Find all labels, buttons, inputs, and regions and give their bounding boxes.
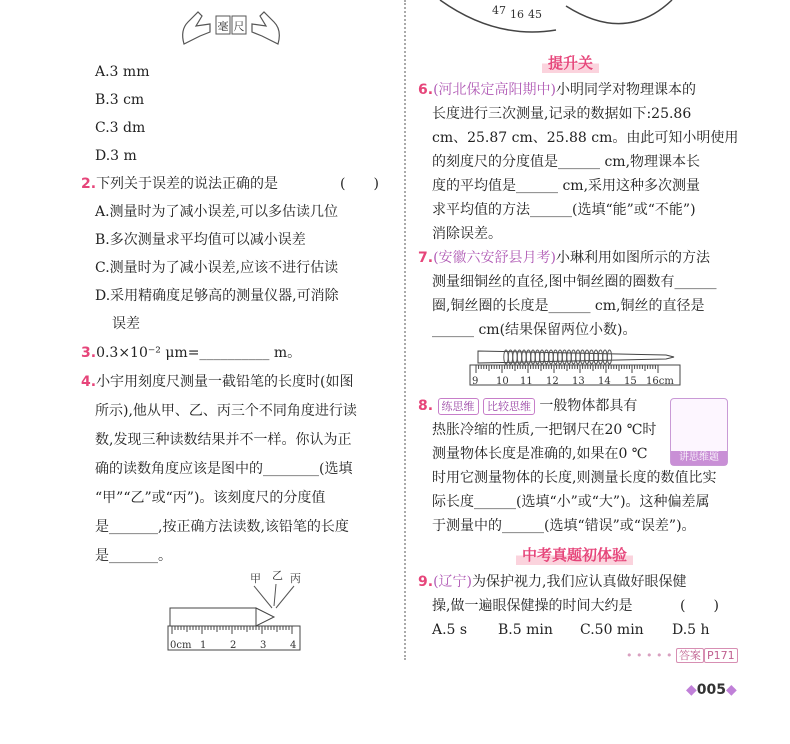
question-number: 9. <box>418 574 434 590</box>
q7-line: ______ cm(结果保留两位小数)。 <box>432 322 637 338</box>
question-number: 4. <box>81 374 97 390</box>
video-explain-box[interactable] <box>670 398 728 466</box>
pencil-ruler-figure <box>164 568 314 656</box>
q8-line: 热胀冷缩的性质,一把钢尺在20 ℃时 <box>432 422 657 438</box>
hands-ruler-figure <box>176 4 286 50</box>
q9-option-d: D.5 h <box>672 622 710 638</box>
q4-line: 数,发现三种读数结果并不一样。你认为正 <box>95 432 352 448</box>
q4-line: 是_______。 <box>95 548 172 564</box>
q9-option-b: B.5 min <box>498 622 553 638</box>
answer-reference[interactable]: • • • • • 答案 P171 <box>626 647 738 663</box>
ruler-label: 15 <box>624 376 637 387</box>
q7-text: 小琳利用如图所示的方法 <box>556 250 710 266</box>
q2-option-d: D.采用精确度足够高的测量仪器,可消除 <box>95 288 339 304</box>
q8-line: 时用它测量物体的长度,则测量长度的数值比实 <box>432 470 717 486</box>
figure-label: 尺 <box>233 20 245 33</box>
figure-label: 毫 <box>217 20 229 33</box>
q9-text: 为保护视力,我们应认真做好眼保健 <box>472 574 687 590</box>
ruler-label: 16cm <box>646 376 674 387</box>
answer-page: P171 <box>704 648 738 663</box>
page-number-text: 005 <box>696 682 727 698</box>
q4-line: 确的读数角度应该是图中的________(选填 <box>95 461 353 477</box>
q8-line: 测量物体长度是准确的,如果在0 ℃ <box>432 446 648 462</box>
q3-text: 0.3×10⁻² μm=__________ m。 <box>96 345 302 361</box>
angle-label-jia: 甲 <box>250 572 261 585</box>
q4-line: “甲”“乙”或“丙”)。该刻度尺的分度值 <box>95 490 326 506</box>
q4-line <box>81 372 354 392</box>
q1-option-d: D.3 m <box>95 148 137 164</box>
q6-line: 长度进行三次测量,记录的数据如下:25.86 <box>432 106 692 122</box>
question-number: 2. <box>81 176 97 192</box>
ruler-label: 9 <box>472 376 479 387</box>
q9-option-a: A.5 s <box>432 622 468 638</box>
q3 <box>81 343 301 363</box>
q2-option-b: B.多次测量求平均值可以减小误差 <box>95 232 306 248</box>
q7-source: (安徽六安舒县月考) <box>433 250 556 266</box>
q9-option-c: C.50 min <box>580 622 644 638</box>
answer-label: 答案 <box>676 648 704 663</box>
tag-lian-siwei: 练思维 <box>438 398 479 415</box>
q2-text: 下列关于误差的说法正确的是 <box>96 176 279 192</box>
q9-source: (辽宁) <box>433 574 472 590</box>
page-number: ◆005◆ <box>686 682 737 698</box>
q6-text: 小明同学对物理课本的 <box>556 82 696 98</box>
dial-figure <box>436 0 676 38</box>
ruler-label: 1 <box>200 640 207 651</box>
q8-line: 于测量中的______(选填“错误”或“误差”)。 <box>432 518 696 534</box>
q2-stem <box>81 174 278 194</box>
angle-label-yi: 乙 <box>272 569 283 582</box>
question-number: 8. <box>418 398 434 414</box>
q7-line: 圈,铜丝圈的长度是______ cm,铜丝的直径是 <box>432 298 705 314</box>
q6-source: (河北保定高阳期中) <box>433 82 556 98</box>
q6-line <box>418 80 696 100</box>
q6-line: cm、25.87 cm、25.88 cm。由此可知小明使用 <box>432 130 739 146</box>
tag-bijiao-siwei: 比较思维 <box>483 398 535 415</box>
dial-number: 16 <box>510 8 524 21</box>
ruler-label: 12 <box>546 376 559 387</box>
q2-option-d-cont: 误差 <box>112 316 140 332</box>
video-explain-label: 讲思维题 <box>671 451 727 465</box>
q9-answer-paren: ( ) <box>680 598 719 614</box>
q8-line: 际长度______(选填“小”或“大”)。这种偏差属 <box>432 494 710 510</box>
ruler-label: 3 <box>260 640 267 651</box>
dial-number: 47 <box>492 4 506 17</box>
ruler-label: 14 <box>598 376 611 387</box>
ruler-label: 11 <box>520 376 533 387</box>
q6-line: 求平均值的方法______(选填“能”或“不能”) <box>432 202 696 218</box>
q6-line: 的刻度尺的分度值是______ cm,物理课本长 <box>432 154 701 170</box>
q6-line: 度的平均值是______ cm,采用这种多次测量 <box>432 178 701 194</box>
section-heading-tisheng: 提升关 <box>542 52 599 73</box>
q1-option-b: B.3 cm <box>95 92 145 108</box>
q6-line: 消除误差。 <box>432 226 502 242</box>
angle-label-bing: 丙 <box>290 572 301 585</box>
q2-option-c: C.测量时为了减小误差,应该不进行估读 <box>95 260 339 276</box>
ruler-label: 0cm <box>170 640 192 651</box>
question-number: 3. <box>81 345 97 361</box>
q2-answer-paren: ( ) <box>340 176 379 192</box>
q9-line: 操,做一遍眼保健操的时间大约是 <box>432 598 633 614</box>
section-heading-zhongkao: 中考真题初体验 <box>516 544 633 565</box>
q8-text: 一般物体都具有 <box>539 398 638 414</box>
q4-line: 是_______,按正确方法读数,该铅笔的长度 <box>95 519 349 535</box>
q1-option-c: C.3 dm <box>95 120 146 136</box>
q7-line <box>418 248 710 268</box>
q1-option-a: A.3 mm <box>95 64 150 80</box>
column-divider <box>404 0 406 660</box>
ruler-label: 13 <box>572 376 585 387</box>
question-number: 7. <box>418 250 434 266</box>
q4-text: 小宇用刻度尺测量一截铅笔的长度时(如图 <box>96 374 354 390</box>
q2-option-a: A.测量时为了减小误差,可以多估读几位 <box>95 204 339 220</box>
copper-wire-ruler-figure <box>466 343 686 389</box>
dial-number: 45 <box>528 8 542 21</box>
question-number: 6. <box>418 82 434 98</box>
q8-line <box>418 396 637 416</box>
ruler-label: 2 <box>230 640 237 651</box>
ruler-label: 4 <box>290 640 297 651</box>
q7-line: 测量细铜丝的直径,图中铜丝圈的圈数有______ <box>432 274 717 290</box>
q9-line <box>418 572 686 592</box>
ruler-label: 10 <box>496 376 509 387</box>
q4-line: 所示),他从甲、乙、丙三个不同角度进行读 <box>95 403 357 419</box>
